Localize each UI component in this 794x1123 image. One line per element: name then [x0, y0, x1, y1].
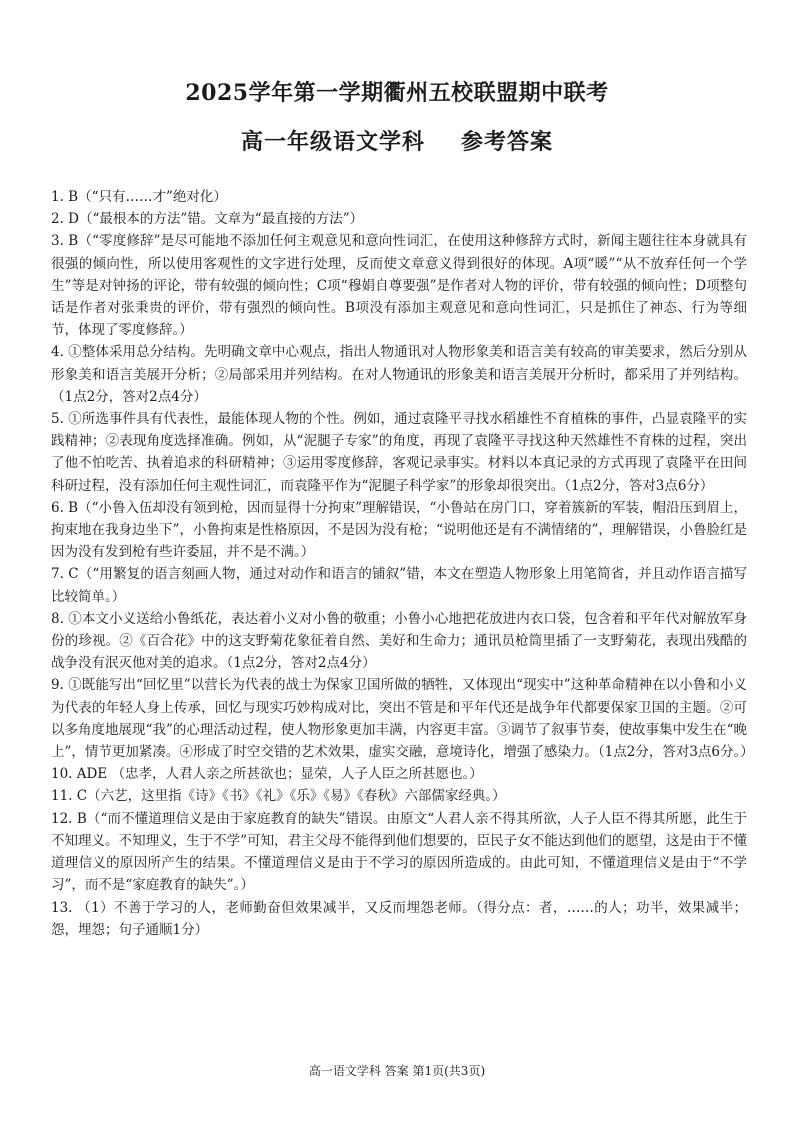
- answer-item-13: 13. （1）不善于学习的人，老师勤奋但效果减半，又反而埋怨老师。（得分点：者，……的人；功半，效果减半；怨，埋怨；句子通顺1分）: [51, 899, 747, 938]
- answer-item-12: 12. B（“而不懂道理信义是由于家庭教育的缺失”错误。由原文“人君人亲不得其所欲，人子人臣不得其所愿，此生于不知理义。不知理义，生于不学”可知，君主父母不能得到他们想要的，臣民子女不能达到他们的愿望，这是由于不懂道理信义的原因所产生的结果。不懂道理信义是由于不学习的原因所造成的。由此可知，不懂道理信义是由于“不学习”，而不是“家庭教育的缺失”。）: [51, 810, 747, 894]
- answer-item-9: 9. ①既能写出“回忆里”以营长为代表的战士为保家卫国所做的牺牲，又体现出“现实中”这种革命精神在以小鲁和小义为代表的年轻人身上传承，回忆与现实巧妙构成对比，突出不管是和平年代还是战争年代都要保家卫国的主题。②可以多角度地展现“我”的心理活动过程，使人物形象更加丰满，内容更丰富。③调节了叙事节奏，使故事集中发生在“晚上”，情节更加紧凑。④形成了时空交错的艺术效果，虚实交融，意境诗化，增强了感染力。（1点2分，答对3点6分。）: [51, 677, 754, 761]
- answer-item-6: 6. B（“小鲁入伍却没有领到枪，因而显得十分拘束”理解错误，“小鲁站在房门口，穿着簇新的军装，帽沿压到眉上，拘束地在我身边坐下”，小鲁拘束是性格原因，不是因为没有枪；“说明他还是有不满情绪的”，理解错误，小鲁脸红是因为没有发到枪有些许委屈，并不是不满。）: [51, 499, 747, 561]
- grade-subject-label: 高一年级语文学科: [240, 129, 425, 155]
- answer-item-7: 7. C（“用繁复的语言刻画人物，通过对动作和语言的铺叙”错，本文在塑造人物形象上用笔简省，并且动作语言描写比较简单。）: [51, 566, 747, 605]
- subject-title: [0, 125, 794, 156]
- answer-key-label: 参考答案: [461, 129, 554, 155]
- page-footer: 高一语文学科 答案 第1页(共3页): [308, 1064, 486, 1078]
- answer-item-3: 3. B（“零度修辞”是尽可能地不添加任何主观意见和意向性词汇，在使用这种修辞方式时，新闻主题往往本身就具有很强的倾向性，所以使用客观性的文字进行处理，反而使文章意义得到很好的体现。A项“暖”“从不放弃任何一个学生”等是对钟扬的评论，带有较强的倾向性；C项“穆娟自尊要强”是作者对人物的评价，带有较强的倾向性；D项整句话是作者对张秉贵的评价，带有强烈的倾向性。B项没有添加主观意见和意向性词汇，只是抓住了神态、行为等细节，体现了零度修辞。）: [51, 233, 747, 339]
- answer-item-5: 5. ①所选事件具有代表性，最能体现人物的个性。例如，通过袁隆平寻找水稻雄性不育植株的事件，凸显袁隆平的实践精神；②表现角度选择准确。例如，从“泥腿子专家”的角度，再现了袁隆平寻找这种天然雄性不育株的过程，突出了他不怕吃苦、执着追求的科研精神；③运用零度修辞，客观记录事实。材料以本真记录的方式再现了袁隆平在田间科研过程，没有添加任何主观性词汇，而袁隆平作为“泥腿子科学家”的形象却很突出。（1点2分，答对3点6分）: [51, 411, 747, 494]
- answer-list: [51, 186, 754, 941]
- answer-item-2: 2. D（“最根本的方法”错。文章为“最直接的方法”）: [51, 211, 364, 228]
- answer-item-1: 1. B（“只有……才”绝对化）: [51, 189, 227, 205]
- answer-item-11: 11. C（六艺，这里指《诗》《书》《礼》《乐》《易》《春秋》六部儒家经典。）: [51, 788, 506, 805]
- answer-item-4: 4. ①整体采用总分结构。先明确文章中心观点，指出人物通讯对人物形象美和语言美有较高的审美要求，然后分别从形象美和语言美展开分析；②局部采用并列结构。在对人物通讯的形象美和语言美展开分析时，都采用了并列结构。（1点2分，答对2点4分）: [51, 344, 747, 405]
- answer-item-8: 8. ①本文小义送给小鲁纸花，表达着小义对小鲁的敬重；小鲁小心地把花放进内衣口袋，包含着和平年代对解放军身份的珍视。②《百合花》中的这支野菊花象征着自然、美好和生命力；通讯员枪筒里插了一支野菊花，表现出残酷的战争没有泯灭他对美的追求。（1点2分，答对2点4分）: [51, 610, 747, 672]
- answer-item-10: 10. ADE （忠孝，人君人亲之所甚欲也；显荣，人子人臣之所甚愿也。）: [51, 766, 483, 783]
- exam-title: 2025学年第一学期衢州五校联盟期中联考: [185, 80, 609, 106]
